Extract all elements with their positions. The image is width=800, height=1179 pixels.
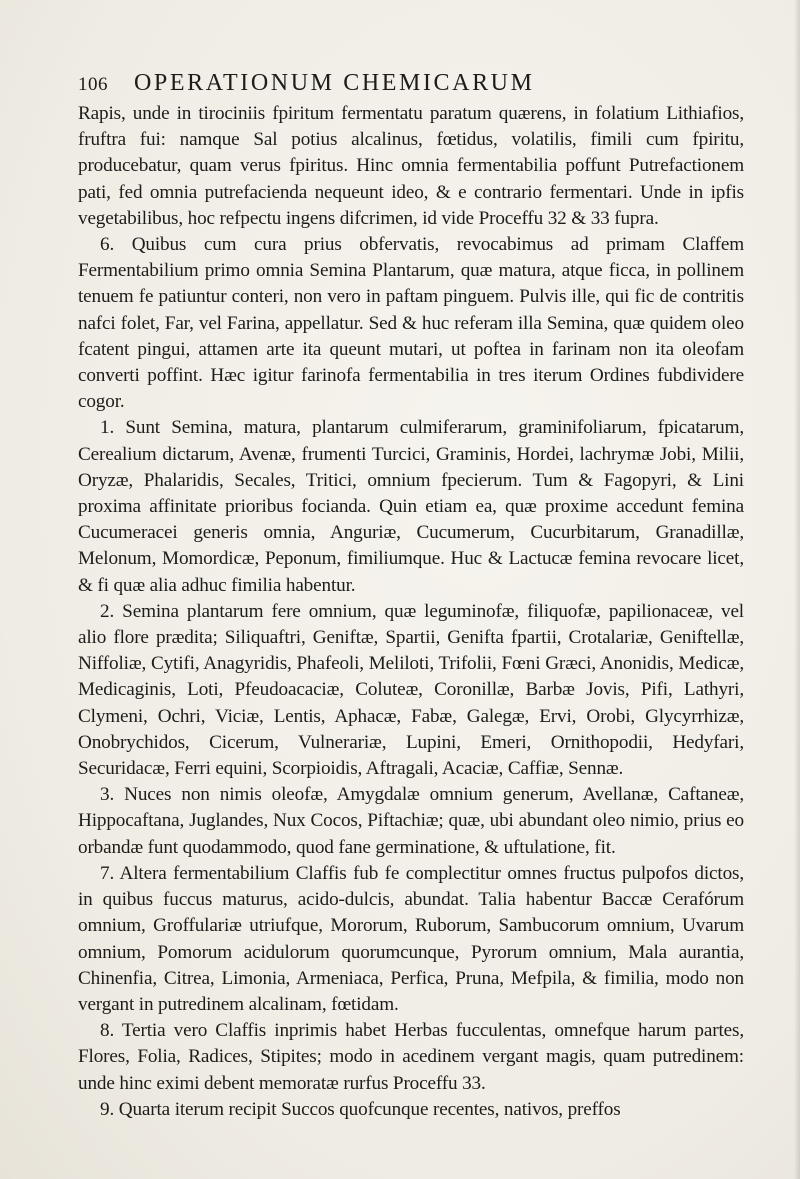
paragraph-continuation: Rapis, unde in tirociniis fpiritum fermentatu paratum quærens, in folatium Lithiafios, fruftra fui: namque Sal potius alcalinus, fœtidus, volatilis, fimili cum fpiritu, producebatur, quam verus fpiritus. Hinc omnia fermentabilia poffunt Putrefactionem pati, fed omnia putrefacienda nequeunt ideo, & e contrario fermentari. Unde in ipfis vegetabilibus, hoc refpectu ingens difcrimen, id vide Proceffu 32 & 33 fupra. <box>78 103 744 229</box>
paragraph-8: 8. Tertia vero Claffis inprimis habet Herbas fucculentas, omnefque harum partes, Flores, Folia, Radices, Stipites; modo in acedinem vergant magis, quam putredinem: unde hinc eximi debent memoratæ rurfus Proceffu 33. <box>78 1020 744 1094</box>
running-title: OPERATIONUM CHEMICARUM <box>134 70 535 96</box>
page-header <box>78 70 744 97</box>
paragraph-3: 3. Nuces non nimis oleofæ, Amygdalæ omnium generum, Avellanæ, Caftaneæ, Hippocaftana, Juglandes, Nux Cocos, Piftachiæ; quæ, ubi abundant oleo nimio, prius eo orbandæ funt quodammodo, quod fane germinatione, & uftulatione, fit. <box>78 784 744 858</box>
page-number: 106 <box>78 74 108 95</box>
body-text <box>78 101 744 1123</box>
paragraph-6: 6. Quibus cum cura prius obfervatis, revocabimus ad primam Claffem Fermentabilium primo omnia Semina Plantarum, quæ matura, atque ficca, in pollinem tenuem fe patiuntur conteri, non vero in paftam pinguem. Pulvis ille, qui fic de contritis nafci folet, Far, vel Farina, appellatur. Sed & huc referam illa Semina, quæ quidem oleo fcatent pingui, attamen arte ita queunt mutari, ut poftea in farinam non ita oleofam converti poffint. Hæc igitur farinofa fermentabilia in tres iterum Ordines fubdividere cogor. <box>78 234 744 413</box>
paragraph-7: 7. Altera fermentabilium Claffis fub fe complectitur omnes fructus pulpofos dictos, in quibus fuccus maturus, acido-dulcis, abundat. Talia habentur Baccæ Cerafórum omnium, Groffulariæ utriufque, Mororum, Ruborum, Sambucorum omnium, Uvarum omnium, Pomorum acidulorum quorumcunque, Pyrorum omnium, Mala aurantia, Chinenfia, Citrea, Limonia, Armeniaca, Perfica, Pruna, Mefpila, & fimilia, modo non vergant in putredinem alcalinam, fœtidam. <box>78 862 744 1015</box>
paragraph-1: 1. Sunt Semina, matura, plantarum culmiferarum, graminifoliarum, fpicatarum, Cerealium dictarum, Avenæ, frumenti Turcici, Graminis, Hordei, lachrymæ Jobi, Milii, Oryzæ, Phalaridis, Secales, Tritici, omnium fpecierum. Tum & Fagopyri, & Lini proxima affinitate prioribus focianda. Quin etiam ea, quæ proxime accedunt femina Cucumeracei generis omnia, Anguriæ, Cucumerum, Cucurbitarum, Granadillæ, Melonum, Momordicæ, Peponum, fimiliumque. Huc & Lactucæ femina revocare licet, & fi quæ alia adhuc fimilia habentur. <box>78 417 744 596</box>
paragraph-9: 9. Quarta iterum recipit Succos quofcunque recentes, nativos, preffos <box>100 1098 621 1120</box>
paragraph-2: 2. Semina plantarum fere omnium, quæ leguminofæ, filiquofæ, papilionaceæ, vel alio flore prædita; Siliquaftri, Geniftæ, Spartii, Genifta fpartii, Crotalariæ, Geniftellæ, Niffoliæ, Cytifi, Anagyridis, Phafeoli, Meliloti, Trifolii, Fœni Græci, Anonidis, Medicæ, Medicaginis, Loti, Pfeudoacaciæ, Coluteæ, Coronillæ, Barbæ Jovis, Pifi, Lathyri, Clymeni, Ochri, Viciæ, Lentis, Aphacæ, Fabæ, Galegæ, Ervi, Orobi, Glycyrrhizæ, Onobrychidos, Cicerum, Vulnerariæ, Lupini, Emeri, Ornithopodii, Hedyfari, Securidacæ, Ferri equini, Scorpioidis, Aftragali, Acaciæ, Caffiæ, Sennæ. <box>78 600 744 780</box>
page-edge-shadow <box>794 0 800 1179</box>
